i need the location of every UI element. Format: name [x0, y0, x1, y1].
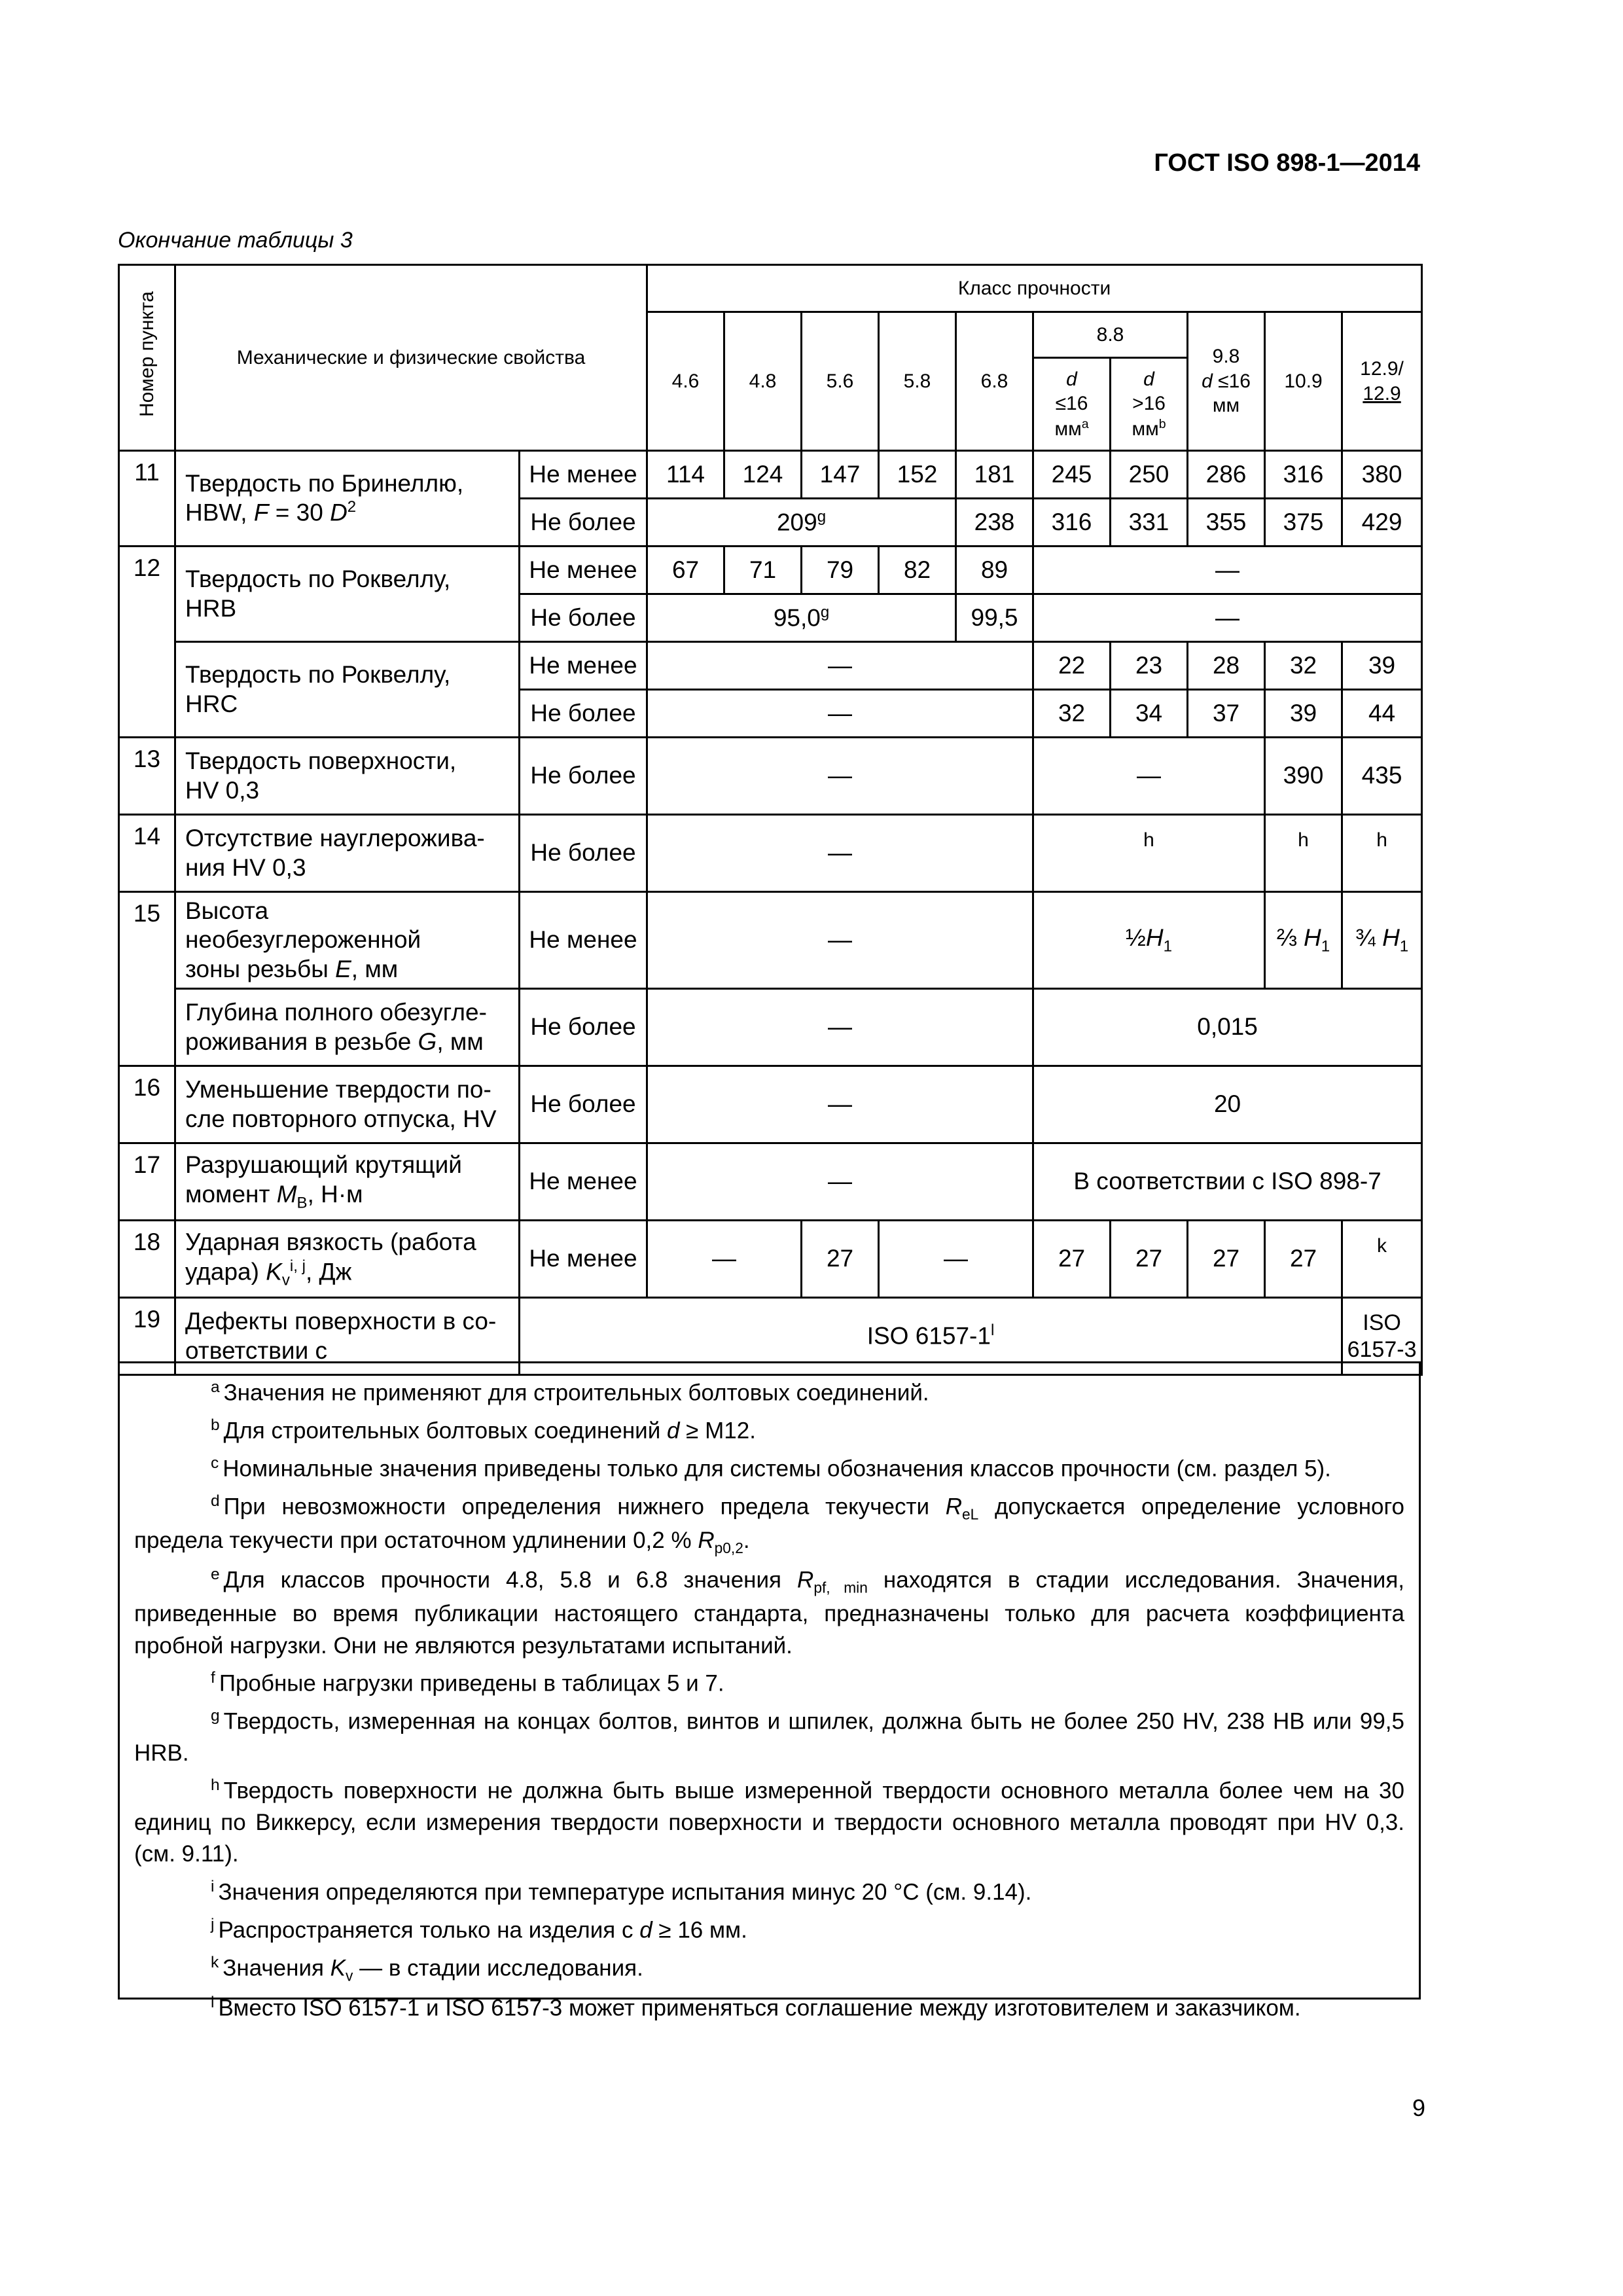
class-4-6: 4.6 — [647, 312, 724, 451]
dash-cell: — — [647, 1221, 802, 1298]
value-cell: 245 — [1033, 451, 1111, 499]
value-cell: 34 — [1111, 690, 1188, 738]
footnote-k: $^k$ Значения $K_v$ — в стадии исследования. — [211, 1953, 643, 1984]
value-cell: 99,5 — [956, 594, 1033, 642]
dash-cell: — — [647, 1066, 1033, 1143]
value-cell: 32 — [1033, 690, 1111, 738]
value-cell: 20 — [1033, 1066, 1422, 1143]
row-number: 17 — [119, 1143, 175, 1221]
class-12-9: 12.9/ 12.9 — [1342, 312, 1422, 451]
class-8-8-small: d ≤16 $мм^a$ — [1033, 358, 1111, 451]
dash-cell: — — [647, 815, 1033, 892]
condition-max: Не более — [520, 989, 647, 1066]
document-header: ГОСТ ISO 898-1—2014 — [1154, 149, 1420, 177]
row-number: 12 — [119, 547, 175, 738]
properties-table — [118, 264, 1423, 1376]
value-cell: 429 — [1342, 499, 1422, 547]
row-number: 14 — [119, 815, 175, 892]
dash-cell: — — [1033, 594, 1422, 642]
value-cell: 71 — [724, 547, 802, 594]
footnote-e: $^e$ Для классов прочности 4.8, 5.8 и 6.8 значения $R_{pf, min}$ находятся в стадии исследования. Значения, приведенные во время публикации настоящего стандарта, предназначены только для расчета коэффициента пробной нагрузки. Они не являются результатами испытаний. — [134, 1566, 1404, 1659]
value-cell: 89 — [956, 547, 1033, 594]
footnote-b: $^b$ Для строительных болтовых соединений d ≥ M12. — [211, 1416, 756, 1444]
footnote-ref-cell: k — [1342, 1221, 1422, 1298]
property-label: Разрушающий крутящий момент $M_B$, Н·м — [175, 1143, 520, 1221]
value-cell: 39 — [1265, 690, 1342, 738]
class-9-8: 9.8 d ≤16 мм — [1188, 312, 1265, 451]
table-caption: Окончание таблицы 3 — [118, 228, 353, 253]
dash-cell: — — [1033, 738, 1265, 815]
value-cell: ISO 6157-1$^l$ — [520, 1298, 1342, 1375]
value-cell: 331 — [1111, 499, 1188, 547]
value-cell: 435 — [1342, 738, 1422, 815]
footnote-c: $^c$ Номинальные значения приведены только для системы обозначения классов прочности (см. раздел 5). — [211, 1454, 1331, 1482]
condition-min: Не менее — [520, 547, 647, 594]
property-label: Уменьшение твердости по- сле повторного отпуска, HV — [175, 1066, 520, 1143]
footnote-i: $^i$ Значения определяются при температуре испытания минус 20 °С (см. 9.14). — [211, 1877, 1032, 1905]
condition-min: Не менее — [520, 1143, 647, 1221]
value-cell: 44 — [1342, 690, 1422, 738]
value-cell: 238 — [956, 499, 1033, 547]
class-6-8: 6.8 — [956, 312, 1033, 451]
value-cell: 22 — [1033, 642, 1111, 690]
value-cell: 82 — [879, 547, 956, 594]
footnote-ref-cell: h — [1033, 815, 1265, 892]
value-cell: 67 — [647, 547, 724, 594]
class-5-6: 5.6 — [802, 312, 879, 451]
value-cell: 28 — [1188, 642, 1265, 690]
property-label: Отсутствие науглерожива- ния HV 0,3 — [175, 815, 520, 892]
row-number: 19 — [119, 1298, 175, 1375]
row-number: 13 — [119, 738, 175, 815]
value-cell: 250 — [1111, 451, 1188, 499]
row-number: 11 — [119, 451, 175, 547]
dash-cell: — — [647, 690, 1033, 738]
value-cell: ¾ $H_1$ — [1342, 892, 1422, 989]
value-cell: 27 — [802, 1221, 879, 1298]
value-cell: 316 — [1033, 499, 1111, 547]
condition-max: Не более — [520, 499, 647, 547]
value-cell: 286 — [1188, 451, 1265, 499]
footnote-a: $^a$ Значения не применяют для строительных болтовых соединений. — [211, 1378, 929, 1406]
property-label: Твердость поверхности, HV 0,3 — [175, 738, 520, 815]
value-cell: 27 — [1111, 1221, 1188, 1298]
page-number: 9 — [1412, 2094, 1425, 2121]
header-properties: Механические и физические свойства — [175, 265, 647, 451]
value-cell: 316 — [1265, 451, 1342, 499]
value-cell: 390 — [1265, 738, 1342, 815]
value-cell: 0,015 — [1033, 989, 1422, 1066]
footnote-d: $^d$ При невозможности определения нижнего предела текучести $R_{eL}$ допускается определение условного предела текучести при остаточном удлинении 0,2 % $R_{p0,2}$. — [134, 1492, 1404, 1556]
value-cell: 114 — [647, 451, 724, 499]
value-cell: 375 — [1265, 499, 1342, 547]
class-5-8: 5.8 — [879, 312, 956, 451]
condition-max: Не более — [520, 690, 647, 738]
value-cell: 147 — [802, 451, 879, 499]
class-4-8: 4.8 — [724, 312, 802, 451]
dash-cell: — — [647, 989, 1033, 1066]
value-cell: 79 — [802, 547, 879, 594]
footnote-l: $^l$ Вместо ISO 6157-1 и ISO 6157-3 может применяться соглашение между изготовителем и заказчиком. — [211, 1993, 1301, 2021]
footnote-h: $^h$ Твердость поверхности не должна быть выше измеренной твердости основного металла более чем на 30 единиц по Виккерсу, если измерения твердости поверхности и твердости основного металла проводят при HV 0,3. (см. 9.11). — [134, 1776, 1404, 1867]
value-cell: 32 — [1265, 642, 1342, 690]
value-cell: 39 — [1342, 642, 1422, 690]
value-cell: 37 — [1188, 690, 1265, 738]
value-cell: В соответствии с ISO 898-7 — [1033, 1143, 1422, 1221]
dash-cell: — — [647, 642, 1033, 690]
condition-max: Не более — [520, 594, 647, 642]
condition-max: Не более — [520, 738, 647, 815]
row-number: 15 — [119, 892, 175, 1066]
footnote-f: $^f$ Пробные нагрузки приведены в таблицах 5 и 7. — [211, 1668, 724, 1696]
dash-cell: — — [1033, 547, 1422, 594]
footnote-j: $^j$ Распространяется только на изделия с d ≥ 16 мм. — [211, 1915, 747, 1943]
condition-min: Не менее — [520, 642, 647, 690]
property-label: Твердость по Бринеллю, HBW, F = 30 $D^2$ — [175, 451, 520, 547]
value-cell: 23 — [1111, 642, 1188, 690]
class-10-9: 10.9 — [1265, 312, 1342, 451]
footnote-ref-cell: h — [1342, 815, 1422, 892]
value-cell: $\frac{1}{2}H_1$ — [1033, 892, 1265, 989]
property-label: Дефекты поверхности в со- ответствии с — [175, 1298, 520, 1375]
value-cell: 355 — [1188, 499, 1265, 547]
footnotes — [118, 1361, 1421, 2021]
condition-min: Не менее — [520, 451, 647, 499]
value-cell: 27 — [1265, 1221, 1342, 1298]
property-label: Твердость по Роквеллу, HRB — [175, 547, 520, 642]
class-8-8: 8.8 — [1033, 312, 1188, 358]
value-cell: 380 — [1342, 451, 1422, 499]
condition-max: Не более — [520, 1066, 647, 1143]
dash-cell: — — [879, 1221, 1033, 1298]
footnote-ref-cell: h — [1265, 815, 1342, 892]
dash-cell: — — [647, 738, 1033, 815]
class-8-8-large: d >16 $мм^b$ — [1111, 358, 1188, 451]
value-cell: 181 — [956, 451, 1033, 499]
value-cell: ⅔ $H_1$ — [1265, 892, 1342, 989]
dash-cell: — — [647, 892, 1033, 989]
value-cell: 95,0$^g$ — [647, 594, 956, 642]
property-label: Глубина полного обезугле- роживания в резьбе G, мм — [175, 989, 520, 1066]
condition-min: Не менее — [520, 1221, 647, 1298]
value-cell: 124 — [724, 451, 802, 499]
value-cell: ISO 6157-3 — [1342, 1298, 1422, 1375]
value-cell: 152 — [879, 451, 956, 499]
value-cell: 27 — [1188, 1221, 1265, 1298]
condition-max: Не более — [520, 815, 647, 892]
dash-cell: — — [647, 1143, 1033, 1221]
header-strength-class: Класс прочности — [647, 265, 1422, 312]
property-label: Высота необезуглероженной зоны резьбы E, мм — [175, 892, 520, 989]
header-item-no: Номер пункта — [119, 265, 175, 451]
condition-min: Не менее — [520, 892, 647, 989]
value-cell: 27 — [1033, 1221, 1111, 1298]
row-number: 16 — [119, 1066, 175, 1143]
property-label: Ударная вязкость (работа удара) $K_v^{i, j}$, Дж — [175, 1221, 520, 1298]
row-number: 18 — [119, 1221, 175, 1298]
property-label: Твердость по Роквеллу, HRC — [175, 642, 520, 738]
value-cell: 209$^g$ — [647, 499, 956, 547]
footnote-g: $^g$ Твердость, измеренная на концах болтов, винтов и шпилек, должна быть не более 250 HV, 238 HB или 99,5 HRB. — [134, 1706, 1404, 1766]
